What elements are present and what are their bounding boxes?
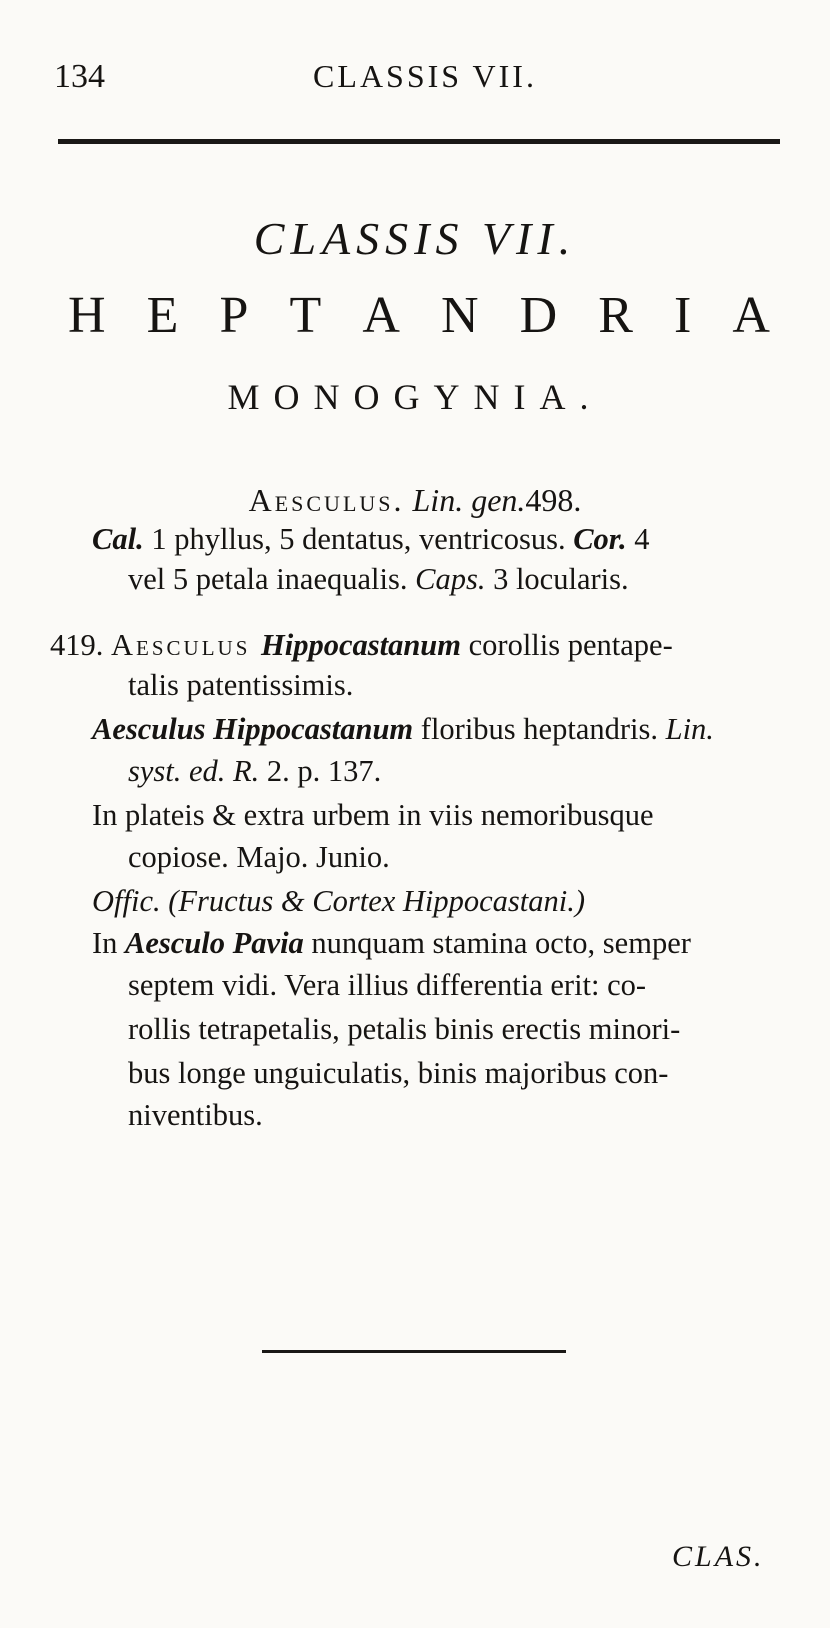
species-line-10: rollis tetrapetalis, petalis binis erectis minori- xyxy=(128,1012,681,1046)
heptandria-letter: A xyxy=(732,287,770,344)
genus-reference: Lin. gen.498. xyxy=(412,482,582,518)
heptandria-letter: R xyxy=(598,287,633,344)
catchword: CLAS. xyxy=(672,1540,765,1573)
species-line-7: Offic. (Fructus & Cortex Hippocastani.) xyxy=(92,884,586,918)
species-line-3: Aesculus Hippocastanum floribus heptandris. Lin. xyxy=(92,712,714,746)
species-line-8: In Aesculo Pavia nunquam stamina octo, semper xyxy=(92,926,691,960)
species-line-12: niventibus. xyxy=(128,1098,263,1132)
species-line-5: In plateis & extra urbem in viis nemoribusque xyxy=(92,798,654,832)
species-line-4: syst. ed. R. 2. p. 137. xyxy=(128,754,382,788)
heptandria-letter: A xyxy=(362,287,400,344)
heptandria-letter: H xyxy=(68,287,106,344)
character-line-2: vel 5 petala inaequalis. Caps. 3 locularis. xyxy=(128,562,629,596)
genus-name: Aesculus. xyxy=(248,482,405,518)
genus-heading xyxy=(0,482,830,519)
order-heading-heptandria xyxy=(68,286,770,345)
heptandria-letter: D xyxy=(519,287,558,344)
section-end-rule xyxy=(262,1350,566,1353)
heptandria-letter: T xyxy=(289,287,322,344)
species-line-11: bus longe unguiculatis, binis majoribus con- xyxy=(128,1056,669,1090)
species-line-2: talis patentissimis. xyxy=(128,668,354,702)
species-line-9: septem vidi. Vera illius differentia erit: co- xyxy=(128,968,647,1002)
species-line-1: 419. Aesculus Hippocastanum corollis pentape- xyxy=(50,628,673,662)
character-line-1: Cal. 1 phyllus, 5 dentatus, ventricosus. Cor. 4 xyxy=(92,522,650,556)
heptandria-letter: P xyxy=(219,287,249,344)
page-number: 134 xyxy=(54,58,105,95)
header-rule xyxy=(58,139,780,144)
class-heading: CLASSIS VII. xyxy=(253,213,577,264)
suborder-heading-monogynia: MONOGYNIA. xyxy=(227,377,603,417)
species-line-6: copiose. Majo. Junio. xyxy=(128,840,390,874)
running-title: CLASSIS VII. xyxy=(313,58,537,94)
heptandria-letter: I xyxy=(674,287,692,344)
heptandria-letter: E xyxy=(146,287,179,344)
heptandria-letter: N xyxy=(440,287,479,344)
